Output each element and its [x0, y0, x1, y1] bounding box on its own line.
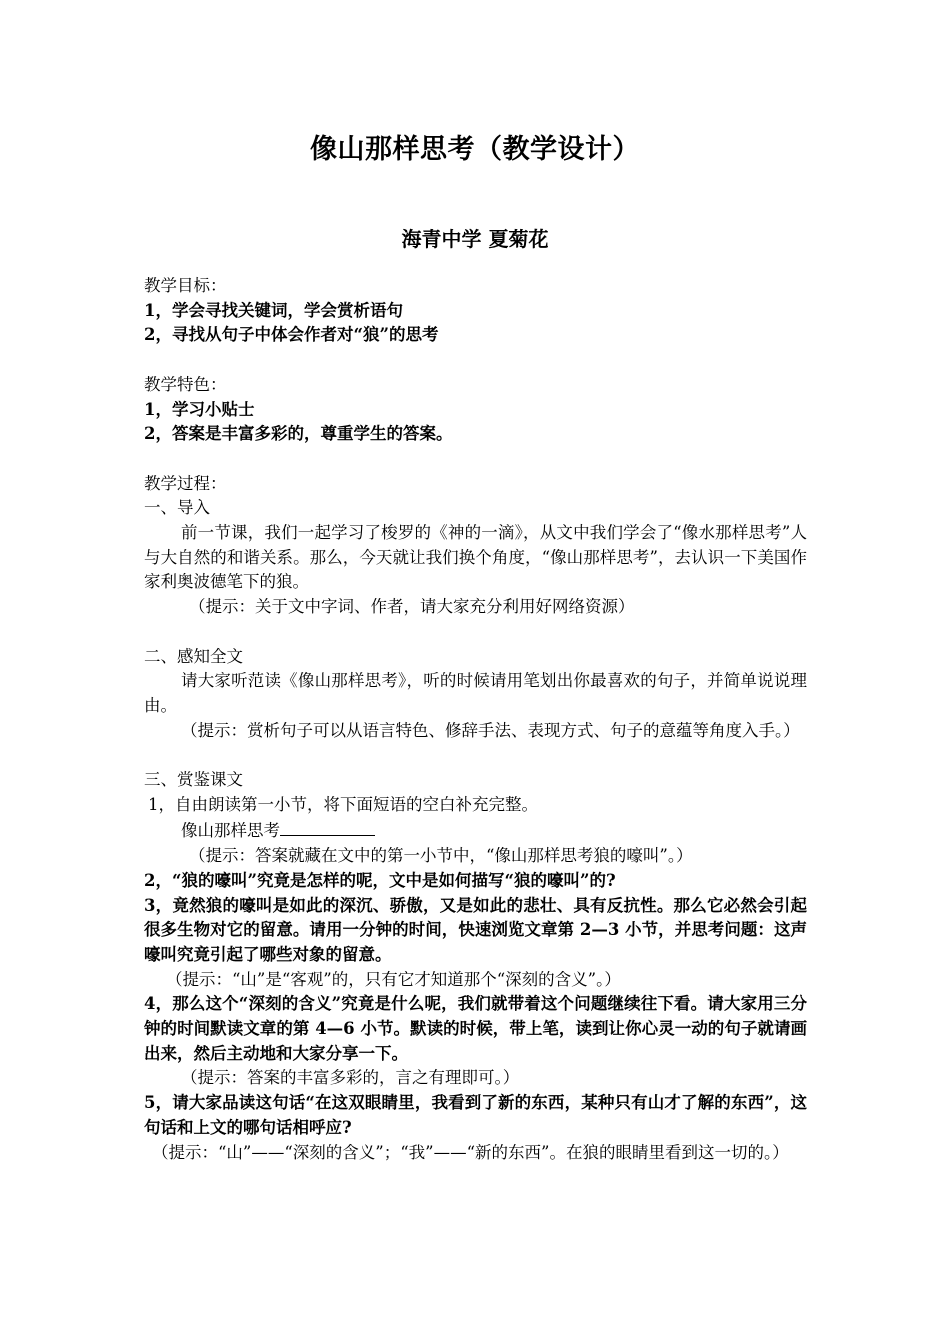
question-item: 1，自由朗读第一小节，将下面短语的空白补充完整。 — [148, 794, 538, 814]
spacer — [144, 620, 807, 645]
document-author: 海青中学 夏菊花 — [401, 227, 549, 251]
process-heading: 教学过程： — [144, 473, 227, 493]
fill-blank-line — [144, 817, 807, 844]
question-item: 2，“狼的嚎叫”究竟是怎样的呢，文中是如何描写“狼的嚎叫”的? — [144, 870, 616, 890]
tip-text: （提示：“山”是“客观”的，只有它才知道那个“深刻的含义”。） — [166, 969, 621, 989]
feature-item: 1，学习小贴士 — [144, 399, 255, 419]
goals-heading: 教学目标： — [144, 276, 227, 295]
features-heading: 教学特色： — [144, 374, 227, 394]
answer-blank — [280, 817, 375, 836]
spacer — [144, 348, 807, 373]
phrase-text: 像山那样思考 — [181, 821, 280, 841]
section-heading: 二、感知全文 — [144, 646, 243, 666]
section-heading: 一、导入 — [144, 498, 210, 518]
question-item: 3，竟然狼的嚎叫是如此的深沉、骄傲，又是如此的悲壮、具有反抗性。那么它必然会引起很多生物对它的留意。请用一分钟的时间，快速浏览文章第 2—3 小节，并思考问题：这声嚎叫究竟引起了哪些对象的留意。 — [144, 895, 807, 964]
section-paragraph: 请大家听范读《像山那样思考》，听的时候请用笔划出你最喜欢的句子，并简单说说理由。 — [144, 671, 807, 715]
question-item: 4，那么这个“深刻的含义”究竟是什么呢，我们就带着这个问题继续往下看。请大家用三分钟的时间默读文章的第 4—6 小节。默读的时候，带上笔，读到让你心灵一动的句子就请画出来，然后主动地和大家分享一下。 — [144, 994, 807, 1063]
spacer — [144, 743, 807, 768]
question-item: 5，请大家品读这句话“在这双眼睛里，我看到了新的东西，某种只有山才了解的东西”，这句话和上文的哪句话相呼应? — [144, 1093, 807, 1137]
tip-text: （提示：答案的丰富多彩的，言之有理即可。） — [181, 1068, 520, 1088]
goal-item: 1，学会寻找关键词，学会赏析语句 — [144, 300, 403, 320]
tip-text: （提示：关于文中字词、作者，请大家充分利用好网络资源） — [189, 597, 635, 617]
tip-text: （提示：“山”——“深刻的含义”；“我”——“新的东西”。在狼的眼睛里看到这一切的。） — [152, 1142, 789, 1162]
tip-text: （提示：赏析句子可以从语言特色、修辞手法、表现方式、句子的意蕴等角度入手。） — [181, 720, 800, 740]
feature-item: 2，答案是丰富多彩的，尊重学生的答案。 — [144, 424, 453, 444]
tip-text: （提示：答案就藏在文中的第一小节中，“像山那样思考狼的嚎叫”。） — [189, 846, 693, 866]
goal-item: 2，寻找从句子中体会作者对“狼”的思考 — [144, 325, 439, 345]
document-title: 像山那样思考（教学设计） — [310, 134, 640, 165]
section-paragraph: 前一节课，我们一起学习了梭罗的《神的一滴》，从文中我们学会了“像水那样思考”人与大自然的和谐关系。那么，今天就让我们换个角度，“像山那样思考”，去认识一下美国作家利奥波德笔下的狼。 — [144, 523, 807, 592]
spacer — [144, 447, 807, 472]
section-heading: 三、赏鉴课文 — [144, 770, 243, 789]
document-body — [144, 274, 807, 1165]
